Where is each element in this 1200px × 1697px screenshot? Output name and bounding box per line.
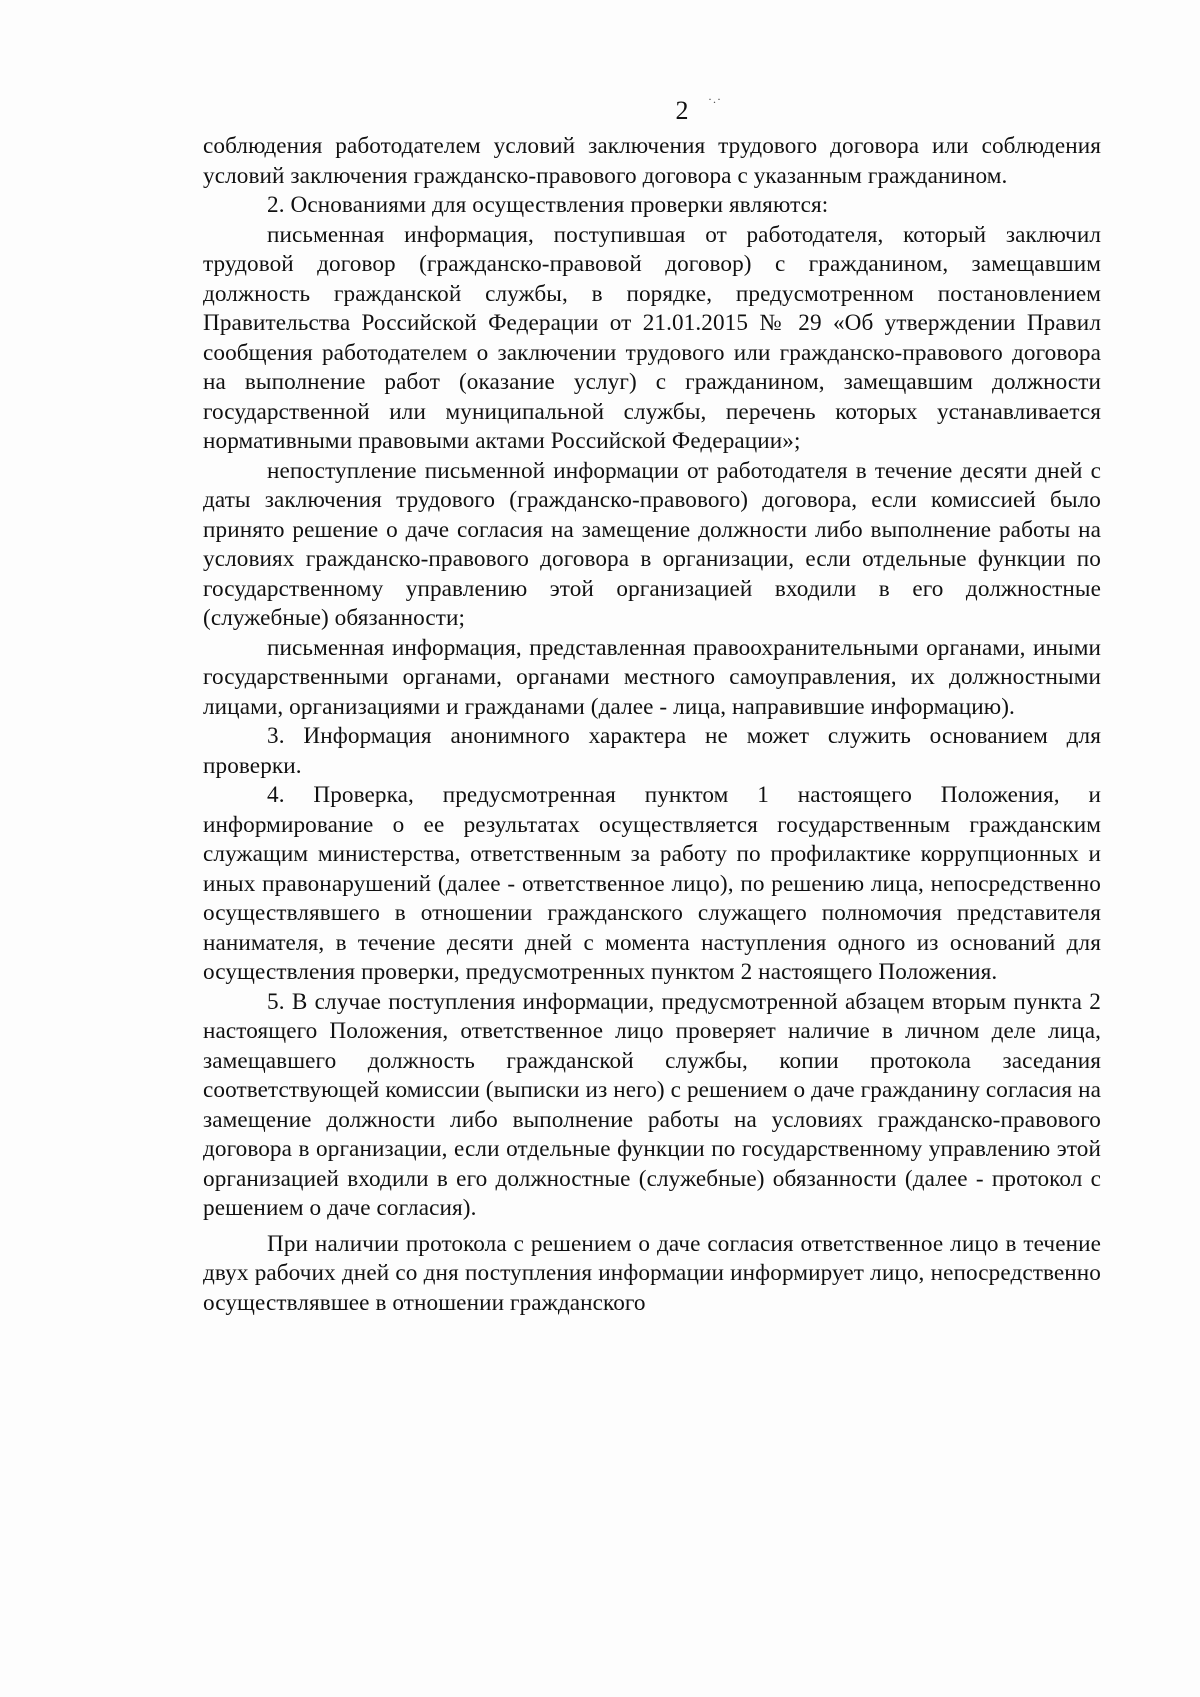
paragraph-protocol-present: При наличии протокола с решением о даче согласия ответственное лицо в течение двух рабочих дней со дня поступления информации информирует лицо, непосредственно осуществлявшее в отношении гражданского: [203, 1230, 1101, 1316]
page-number: 2: [675, 96, 689, 125]
paragraph-item-4-verification: 4. Проверка, предусмотренная пунктом 1 настоящего Положения, и информирование о ее результатах осуществляется государственным гражданским служащим министерства, ответственным за работу по профилактике коррупционных и иных правонарушений (далее - ответственное лицо), по решению лица, непосредственно осуществлявшего в отношении гражданского служащего полномочия представителя нанимателя, в течение десяти дней с момента наступления одного из оснований для осуществления проверки, предусмотренных пунктом 2 настоящего Положения.: [203, 782, 1101, 985]
paragraph-item-3-anonymous: 3. Информация анонимного характера не может служить основанием для проверки.: [203, 723, 1101, 779]
paragraph-law-enforcement-information: письменная информация, представленная правоохранительными органами, иными государственными органами, органами местного самоуправления, их должностными лицами, организациями и гражданами (далее - лица, направившие информацию).: [203, 634, 1101, 720]
paragraph-item-5-protocol-check: 5. В случае поступления информации, предусмотренной абзацем вторым пункта 2 настоящего Положения, ответственное лицо проверяет наличие в личном деле лица, замещавшего должность гражданской службы, копии протокола заседания соответствующей комиссии (выписки из него) с решением о даче гражданину согласия на замещение должности либо выполнение работы на условиях гражданско-правового договора в организации, если отдельные функции по государственному управлению этой организацией входили в его должностные (служебные) обязанности (далее - протокол с решением о даче согласия).: [203, 988, 1101, 1221]
paragraph-item-2-heading: 2. Основаниями для осуществления проверки являются:: [267, 192, 829, 218]
document-body: [203, 132, 1101, 1318]
paragraph-employer-information: письменная информация, поступившая от работодателя, который заключил трудовой договор (гражданско-правовой договор) с гражданином, замещавшим должность гражданской службы, в порядке, предусмотренном постановлением Правительства Российской Федерации от 21.01.2015 № 29 «Об утверждении Правил сообщения работодателем о заключении трудового или гражданско-правового договора на выполнение работ (оказание услуг) с гражданином, замещавшим должности государственной или муниципальной службы, перечень которых устанавливается нормативными правовыми актами Российской Федерации»;: [203, 221, 1101, 454]
paragraph-no-information-received: непоступление письменной информации от работодателя в течение десяти дней с даты заключения трудового (гражданско-правового) договора, если комиссией было принято решение о даче согласия на замещение должности либо выполнение работы на условиях гражданско-правового договора в организации, если отдельные функции по государственному управлению этой организацией входили в его должностные (служебные) обязанности;: [203, 457, 1101, 631]
paragraph-continuation: соблюдения работодателем условий заключения трудового договора или соблюдения условий заключения гражданско-правового договора с указанным гражданином.: [203, 133, 1101, 189]
scan-speck-mark: ·.·: [708, 92, 722, 106]
